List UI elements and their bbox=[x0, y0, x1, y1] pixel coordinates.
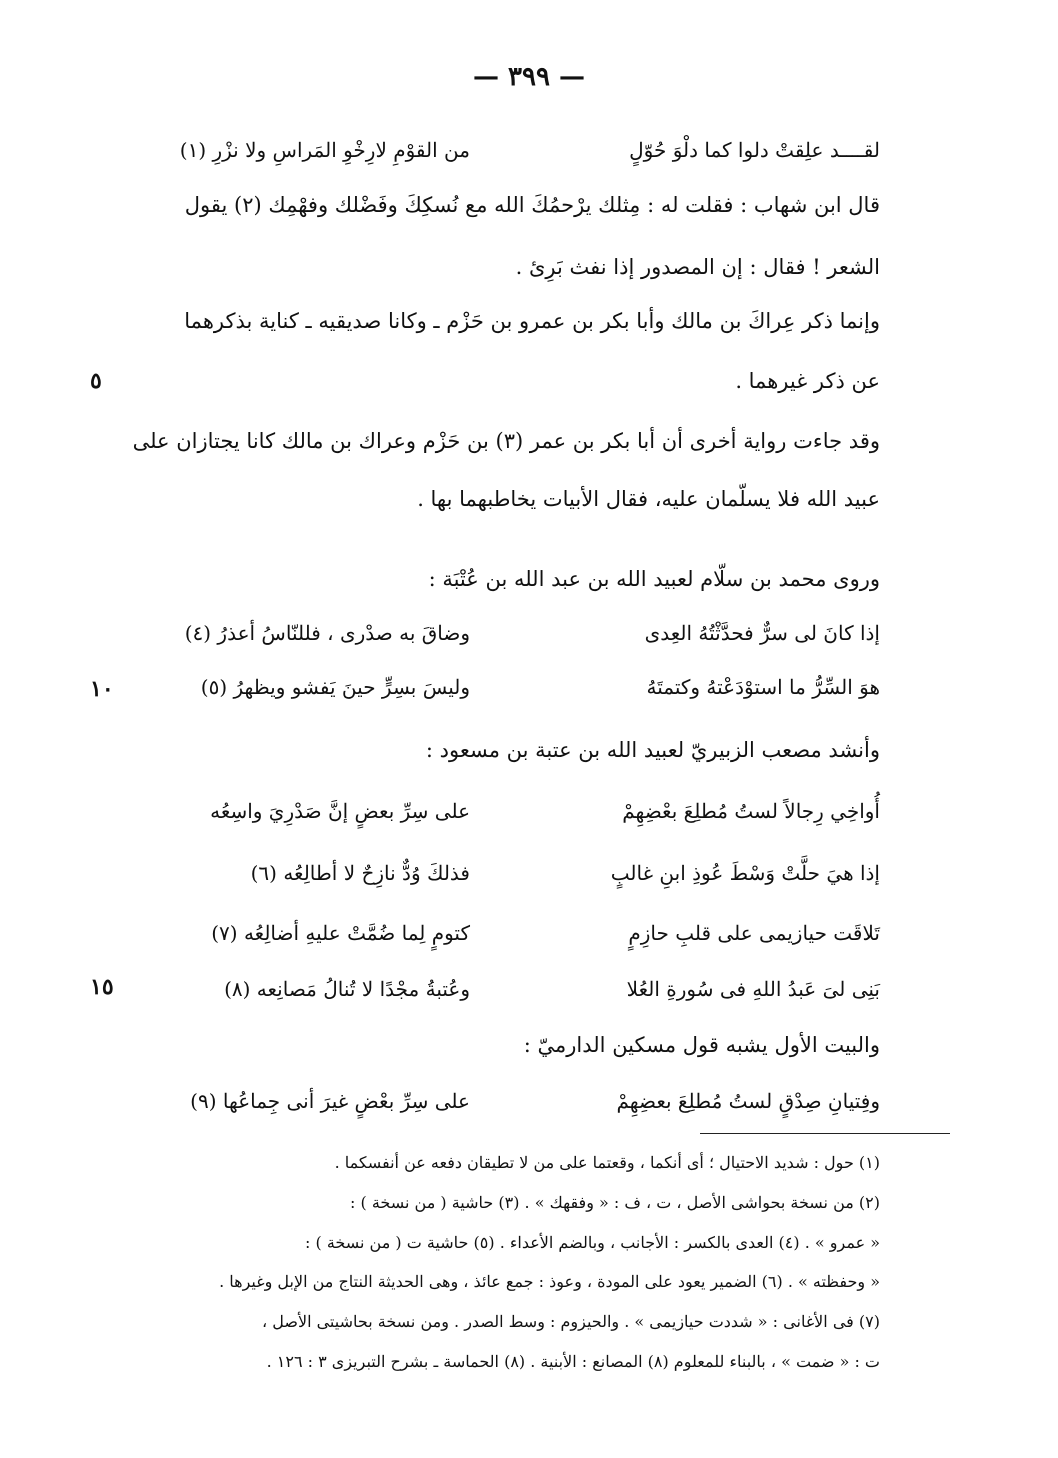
footnote-line-5: (٧) فى الأغانى : « شددت حيازيمى » . والحيزوم : وسط الصدر . ومن نسخة بحاشيتى الأصل ، bbox=[261, 1312, 880, 1331]
footnote-line-1: (١) حول : شديد الاحتيال ؛ أى أنكما ، وقعتما على من لا تطيقان دفعه عن أنفسكما . bbox=[334, 1153, 880, 1172]
body-line-7: وروى محمد بن سلّام لعبيد الله بن عبد الله بن عُتْبَة : bbox=[428, 567, 880, 591]
footnote-separator bbox=[700, 1133, 950, 1134]
body-line-3: وإنما ذكر عِراكَ بن مالك وأبا بكر بن عمرو بن حَزْم ـ وكانا صديقيه ـ كناية بذكرهما bbox=[184, 309, 880, 333]
verse-4-first-hemistich: وفِتيانِ صِدْقٍ لستُ مُطلِعَ بعضِهِمْ bbox=[616, 1089, 880, 1113]
intro-verse-4: والبيت الأول يشبه قول مسكين الدارميّ : bbox=[523, 1033, 880, 1057]
line-number-5: ٥ bbox=[90, 368, 102, 394]
footnote-line-2: (٢) من نسخة بحواشى الأصل ، ت ، ف : « وفقهك » . (٣) حاشية ( من نسخة ) : bbox=[350, 1193, 880, 1212]
body-line-6: عبيد الله فلا يسلّمان عليه، فقال الأبيات يخاطبهما بها . bbox=[417, 487, 880, 511]
footnote-line-3: « عمرو » . (٤) العدى بالكسر : الأجانب ، وبالضم الأعداء . (٥) حاشية ت ( من نسخة ) : bbox=[305, 1233, 880, 1252]
verse-2b-second-hemistich: وليسَ بسِرٍّ حينَ يَفشو ويظهرُ (٥) bbox=[200, 675, 470, 699]
body-line-4: عن ذكر غيرهما . bbox=[735, 369, 880, 393]
footnote-line-4: « وحفظته » . (٦) الضمير يعود على المودة ، وعوذ : جمع عائذ ، وهى الحديثة النتاج من الإبل وغيرها . bbox=[219, 1272, 880, 1291]
footnote-line-6: ت : « ضمت » ، بالبناء للمعلوم (٨) المصانع : الأبنية . (٨) الحماسة ـ بشرح التبريزى ٣ : ١٢٦ . bbox=[266, 1352, 880, 1371]
body-line-5: وقد جاءت رواية أخرى أن أبا بكر بن عمر (٣) بن حَزْم وعراك بن مالك كانا يجتازان على bbox=[132, 429, 880, 453]
verse-3d-second-hemistich: وعُتبةُ مجْدًا لا تُنالُ مَصانِعه (٨) bbox=[224, 977, 470, 1001]
verse-3a-second-hemistich: على سِرِّ بعضٍ إنَّ صَدْرِيَ واسِعُه bbox=[210, 799, 470, 823]
verse-2a-first-hemistich: إذا كانَ لى سرٌّ فحدَّثْتُهُ العِدى bbox=[644, 621, 880, 645]
body-line-2: الشعر ! فقال : إن المصدور إذا نفث بَرِئ . bbox=[515, 255, 880, 279]
verse-3a-first-hemistich: أُواخِي رِجالاً لستُ مُطلِعَ بعْضِهِمْ bbox=[622, 799, 880, 823]
verse-3b-first-hemistich: إذا هيَ حلَّتْ وَسْطَ عُوذِ ابنِ غالبٍ bbox=[610, 861, 880, 885]
verse-1-first-hemistich: لقــــد علِقتْ دلوا كما دلْوَ حُوّلٍ bbox=[629, 138, 880, 162]
line-number-10: ١٠ bbox=[90, 676, 114, 702]
verse-2a-second-hemistich: وضاقَ به صدْرى ، فللنّاسُ أعذرُ (٤) bbox=[184, 621, 470, 645]
page-number: — ٣٩٩ — bbox=[472, 62, 586, 92]
verse-3b-second-hemistich: فذلكَ وُدٌّ نازِحٌ لا أطالِعُه (٦) bbox=[250, 861, 470, 885]
verse-1-second-hemistich: من القوْمِ لارِخْوِ المَراسِ ولا نزْرِ (١) bbox=[179, 138, 470, 162]
intro-verses-3: وأنشد مصعب الزبيريّ لعبيد الله بن عتبة بن مسعود : bbox=[425, 738, 880, 762]
verse-3d-first-hemistich: بَنِى لىَ عَبدُ اللهِ فى سُورةِ العُلا bbox=[626, 977, 880, 1001]
line-number-15: ١٥ bbox=[90, 974, 114, 1000]
body-line-1: قال ابن شهاب : فقلت له : مِثلك يرْحمُكَ الله مع نُسكِكَ وفَضْلك وفهْمِك (٢) يقول bbox=[184, 193, 880, 217]
verse-3c-second-hemistich: كتومٍ لِما ضُمَّتْ عليهِ أضالِعُه (٧) bbox=[211, 921, 470, 945]
verse-4-second-hemistich: على سِرِّ بعْضٍ غيرَ أنى جِماعُها (٩) bbox=[190, 1089, 470, 1113]
verse-3c-first-hemistich: تَلاقَت حيازيمى على قلبِ حازِمٍ bbox=[628, 921, 880, 945]
verse-2b-first-hemistich: هوَ السِّرُّ ما استوْدَعْتهُ وكتمتَهُ bbox=[646, 675, 880, 699]
